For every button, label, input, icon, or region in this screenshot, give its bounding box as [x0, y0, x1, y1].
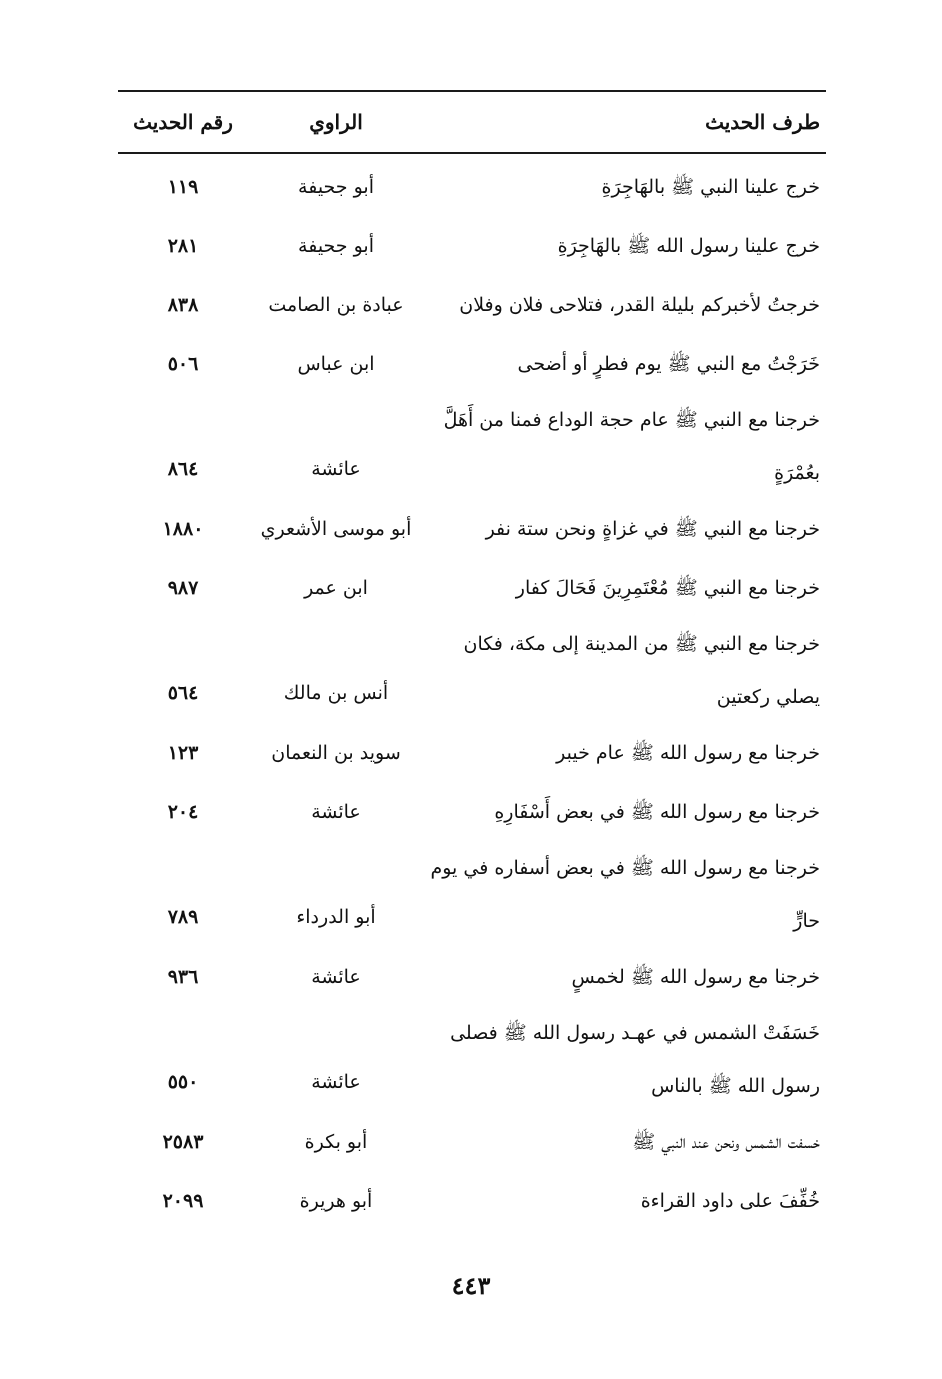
- rawi: أبو موسى الأشعري: [260, 518, 412, 540]
- hadith-number: ٩٣٦: [167, 966, 199, 988]
- hadith-text: [424, 842, 826, 948]
- hadith-text: خرجنا مع رسول الله ﷺ عام خيبر: [556, 742, 820, 764]
- rawi: أبو بكرة: [304, 1131, 368, 1153]
- table-row: [118, 1172, 826, 1231]
- table-row: [118, 500, 826, 559]
- table-row: [118, 217, 826, 276]
- hadith-text: خرجتُ لأخبركم بليلة القدر، فتلاحى فلان وفلان: [459, 294, 820, 316]
- rawi: عائشة: [311, 966, 361, 988]
- hadith-line-2: بعُمْرَةٍ: [774, 462, 820, 484]
- table-row: [118, 335, 826, 394]
- hadith-line-1: خرجنا مع النبي ﷺ عام حجة الوداع فمنا من أَهَلَّ: [443, 409, 820, 431]
- page-number: ٤٤٣: [451, 1271, 491, 1300]
- header-rawi: الراوي: [309, 110, 363, 134]
- hadith-number: ٢٥٨٣: [162, 1131, 204, 1153]
- hadith-number: ١١٩: [167, 176, 199, 198]
- hadith-text: [424, 618, 826, 724]
- table-row: [118, 724, 826, 783]
- hadith-number: ٥٦٤: [167, 682, 199, 704]
- hadith-line-1: خَسَفَتْ الشمس في عهـد رسول الله ﷺ فصلى: [450, 1022, 820, 1044]
- table-header: [118, 92, 826, 152]
- hadith-number: ٥٥٠: [167, 1071, 199, 1093]
- rawi: عائشة: [311, 801, 361, 823]
- rawi: أبو جحيفة: [298, 176, 374, 198]
- hadith-number: ٢٨١: [167, 235, 199, 257]
- hadith-number: ٢٠٩٩: [162, 1190, 204, 1212]
- hadith-text: خرجنا مع النبي ﷺ مُعْتَمِرِينَ فَحَالَ كفار: [515, 577, 820, 599]
- hadith-line-2: حارٍّ: [793, 910, 820, 932]
- hadith-number: ٥٠٦: [167, 353, 199, 375]
- hadith-number: ٢٠٤: [167, 801, 199, 823]
- hadith-line-2: يصلي ركعتين: [716, 686, 820, 708]
- hadith-text: خرجنا مع رسول الله ﷺ لخمسٍ: [571, 966, 820, 988]
- rawi: ابن عباس: [297, 353, 375, 375]
- rawi: عبادة بن الصامت: [268, 294, 404, 316]
- hadith-text: خرجنا مع رسول الله ﷺ في بعض أَسْفَارِهِ: [494, 801, 820, 823]
- hadith-line-1: خرجنا مع رسول الله ﷺ في بعض أسفاره في يوم: [430, 857, 820, 879]
- hadith-text: خُفِّفَ على داود القراءة: [640, 1190, 820, 1212]
- table-row: [118, 948, 826, 1007]
- index-page: [118, 90, 826, 1231]
- hadith-number: ٩٨٧: [167, 577, 199, 599]
- hadith-line-1: خرجنا مع النبي ﷺ من المدينة إلى مكة، فكان: [463, 633, 820, 655]
- rawi: أنس بن مالك: [283, 682, 389, 704]
- table-row: [118, 618, 826, 724]
- rawi: عائشة: [311, 458, 361, 480]
- rawi: أبو هريرة: [299, 1190, 373, 1212]
- table-body: [118, 154, 826, 1231]
- hadith-number: ٧٨٩: [167, 906, 199, 928]
- rawi: أبو الدرداء: [296, 906, 376, 928]
- hadith-text: خسفت الشمس ونحن عند النبي ﷺ: [632, 1131, 820, 1153]
- rawi: سويد بن النعمان: [271, 742, 401, 764]
- hadith-number: ١٢٣: [167, 742, 199, 764]
- table-row: [118, 394, 826, 500]
- rawi: أبو جحيفة: [298, 235, 374, 257]
- hadith-text: خرج علينا النبي ﷺ بالهَاجِرَةِ: [601, 176, 820, 198]
- rawi: ابن عمر: [304, 577, 368, 599]
- header-hadith: طرف الحديث: [705, 110, 820, 134]
- hadith-number: ٨٣٨: [167, 294, 199, 316]
- header-number: رقم الحديث: [133, 110, 233, 134]
- table-row: [118, 1007, 826, 1113]
- table-row: [118, 158, 826, 217]
- hadith-text: [424, 1007, 826, 1113]
- table-row: [118, 783, 826, 842]
- table-row: [118, 276, 826, 335]
- hadith-text: خَرَجْتُ مع النبي ﷺ يوم فطرٍ أو أضحى: [517, 353, 820, 375]
- table-row: [118, 842, 826, 948]
- hadith-number: ٨٦٤: [167, 458, 199, 480]
- hadith-line-2: رسول الله ﷺ بالناس: [651, 1075, 820, 1097]
- table-row: [118, 559, 826, 618]
- rawi: عائشة: [311, 1071, 361, 1093]
- hadith-text: خرج علينا رسول الله ﷺ بالهَاجِرَةِ: [557, 235, 820, 257]
- hadith-text: [424, 394, 826, 500]
- hadith-number: ١٨٨٠: [162, 518, 204, 540]
- hadith-text: خرجنا مع النبي ﷺ في غزاةٍ ونحن ستة نفر: [485, 518, 820, 540]
- table-row: [118, 1113, 826, 1172]
